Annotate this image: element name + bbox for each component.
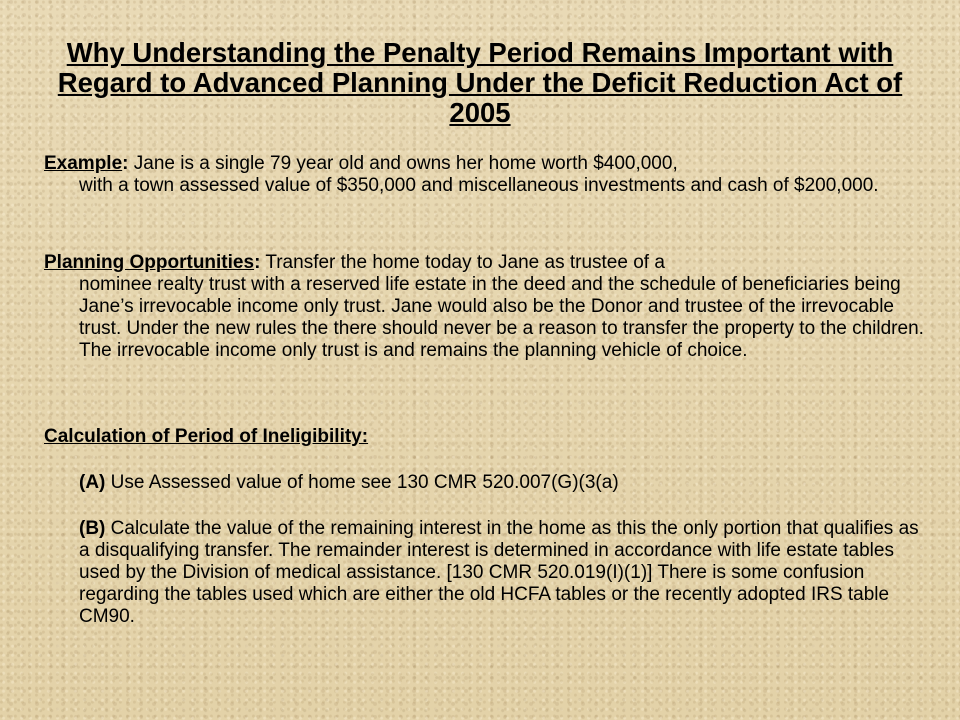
step-a-label: (A) <box>79 472 106 493</box>
example-label: Example <box>44 153 123 174</box>
step-a-text: Use Assessed value of home see 130 CMR 520.007(G)(3(a) <box>110 472 619 493</box>
calculation-step-b <box>79 518 924 628</box>
calculation-heading: Calculation of Period of Ineligibility: <box>44 426 369 447</box>
planning-rest: nominee realty trust with a reserved life estate in the deed and the schedule of beneficiaries being Jane’s irrevocable income only trust. Jane would also be the Donor and trustee of the irrevocable trust. Under the new rules the there should never be a reason to transfer the property to the children. The irrevocable income only trust is and remains the planning vehicle of choice. <box>79 274 924 361</box>
step-b-text: Calculate the value of the remaining interest in the home as this the only portion that qualifies as a disqualifying transfer. The remainder interest is determined in accordance with life estate tables used by the Division of medical assistance. [130 CMR 520.019(I)(1)] There is some confusion regarding the tables used which are either the old HCFA tables or the recently adopted IRS table CM90. <box>79 518 919 627</box>
example-rest: with a town assessed value of $350,000 and miscellaneous investments and cash of $200,000. <box>79 175 879 196</box>
planning-first-line: Transfer the home today to Jane as trustee of a <box>265 252 665 273</box>
planning-paragraph: Planning Opportunities: Transfer the home today to Jane as trustee of a nominee realty trust with a reserved life estate in the deed and the schedule of beneficiaries being Jane’s irrevocable income only trust. Jane would also be the Donor and trustee of the irrevocable trust. Under the new rules the there should never be a reason to transfer the property to the children. The irrevocable income only trust is and remains the planning vehicle of choice. <box>44 252 924 361</box>
step-b-label: (B) <box>79 518 106 539</box>
slide-title: Why Understanding the Penalty Period Remains Important with Regard to Advanced Planning Under the Deficit Reduction Act of 2005 <box>57 37 903 128</box>
calculation-step-a <box>79 472 924 494</box>
example-paragraph: Example: Jane is a single 79 year old and owns her home worth $400,000, with a town assessed value of $350,000 and miscellaneous investments and cash of $200,000. <box>44 153 924 197</box>
example-first-line: Jane is a single 79 year old and owns her home worth $400,000, <box>133 153 678 174</box>
planning-label: Planning Opportunities <box>44 252 255 273</box>
